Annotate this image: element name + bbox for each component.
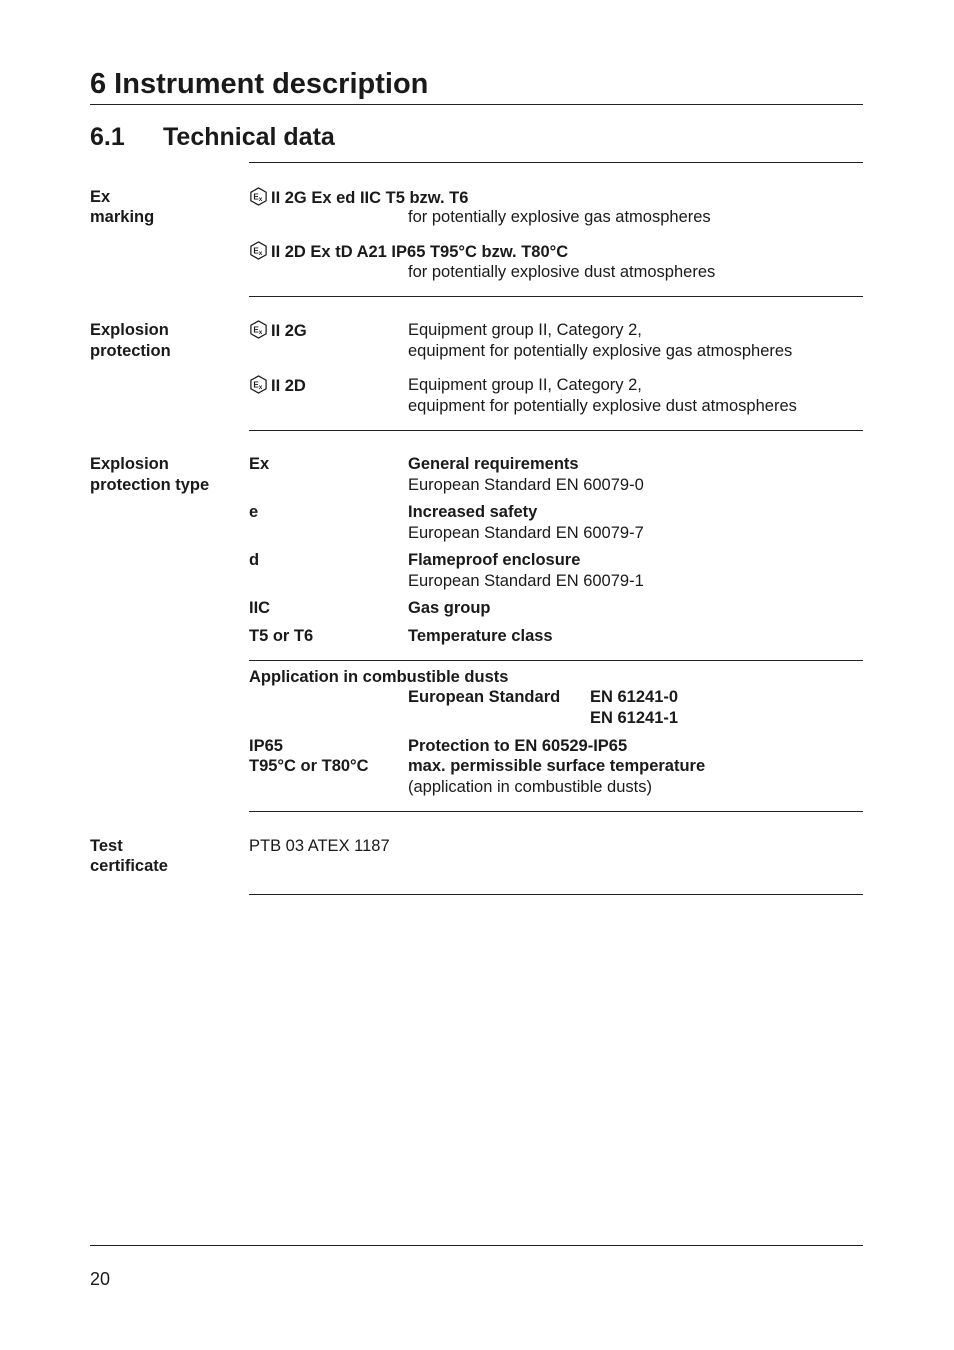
- divider: [249, 430, 863, 431]
- ex-hexagon-icon: [249, 320, 268, 339]
- svg-text:x: x: [258, 249, 263, 257]
- ex-marking-label-line2: marking: [90, 208, 155, 226]
- ip-code: IP65: [249, 737, 283, 755]
- test-certificate-label-line1: Test: [90, 837, 123, 855]
- test-certificate-value: PTB 03 ATEX 1187: [249, 837, 390, 855]
- type-code: e: [249, 503, 259, 521]
- divider: [249, 660, 863, 661]
- chapter-rule: [90, 104, 863, 105]
- type-standard: European Standard EN 60079-0: [408, 476, 644, 494]
- ex-marking-dust-desc: for potentially explosive dust atmospheres: [408, 263, 716, 281]
- chapter-title: 6 Instrument description: [90, 68, 429, 100]
- protection-desc-dust-line1: Equipment group II, Category 2,: [408, 376, 642, 394]
- type-standard: European Standard EN 60079-1: [408, 572, 644, 590]
- ex-marking-gas-desc: for potentially explosive gas atmospheres: [408, 208, 711, 226]
- protection-code-gas-text: II 2G: [271, 322, 307, 340]
- dusts-standard: EN 61241-0: [590, 688, 679, 706]
- protection-desc-gas-line1: Equipment group II, Category 2,: [408, 321, 642, 339]
- type-title: Increased safety: [408, 503, 538, 521]
- protection-type-label-line2: protection type: [90, 476, 210, 494]
- ex-hexagon-icon: [249, 375, 268, 394]
- temp-note: (application in combustible dusts): [408, 778, 652, 796]
- footer-rule: [90, 1245, 863, 1246]
- section-number: 6.1: [90, 123, 125, 151]
- ex-marking-dust-code: II 2D Ex tD A21 IP65 T95°C bzw. T80°C: [271, 243, 569, 261]
- svg-text:E: E: [253, 246, 259, 256]
- protection-type-label-line1: Explosion: [90, 455, 169, 473]
- protection-desc-gas-line2: equipment for potentially explosive gas atmospheres: [408, 342, 793, 360]
- svg-text:x: x: [258, 328, 263, 336]
- ip-desc: Protection to EN 60529-IP65: [408, 737, 628, 755]
- protection-code-dust-text: II 2D: [271, 377, 306, 395]
- type-title: Flameproof enclosure: [408, 551, 581, 569]
- svg-text:E: E: [253, 380, 259, 390]
- type-title: Temperature class: [408, 627, 553, 645]
- divider: [249, 811, 863, 812]
- dusts-heading: Application in combustible dusts: [249, 668, 509, 686]
- divider: [249, 894, 863, 895]
- protection-desc-dust-line2: equipment for potentially explosive dust atmospheres: [408, 397, 797, 415]
- divider: [249, 296, 863, 297]
- ex-marking-dust: [249, 241, 568, 263]
- ex-marking-gas-code: II 2G Ex ed IIC T5 bzw. T6: [271, 189, 469, 207]
- svg-text:x: x: [258, 195, 263, 203]
- ex-marking-label-line1: Ex: [90, 188, 111, 206]
- test-certificate-label-line2: certificate: [90, 857, 168, 875]
- type-title: General requirements: [408, 455, 579, 473]
- dusts-standard-label: European Standard: [408, 688, 561, 706]
- type-code: Ex: [249, 455, 270, 473]
- section-rule: [249, 162, 863, 163]
- type-code: T5 or T6: [249, 627, 314, 645]
- type-code: IIC: [249, 599, 271, 617]
- svg-text:E: E: [253, 192, 259, 202]
- protection-code-gas: [249, 320, 307, 342]
- explosion-protection-label-line1: Explosion: [90, 321, 169, 339]
- ex-hexagon-icon: [249, 187, 268, 206]
- ex-marking-gas: [249, 187, 468, 209]
- type-standard: European Standard EN 60079-7: [408, 524, 644, 542]
- type-code: d: [249, 551, 260, 569]
- type-title: Gas group: [408, 599, 491, 617]
- svg-text:E: E: [253, 325, 259, 335]
- section-title: Technical data: [163, 123, 335, 151]
- ex-hexagon-icon: [249, 241, 268, 260]
- svg-text:x: x: [258, 383, 263, 391]
- explosion-protection-label-line2: protection: [90, 342, 171, 360]
- dusts-standard: EN 61241-1: [590, 709, 679, 727]
- page-number: 20: [90, 1269, 111, 1289]
- protection-code-dust: [249, 375, 306, 397]
- temp-code: T95°C or T80°C: [249, 757, 369, 775]
- temp-desc: max. permissible surface temperature: [408, 757, 706, 775]
